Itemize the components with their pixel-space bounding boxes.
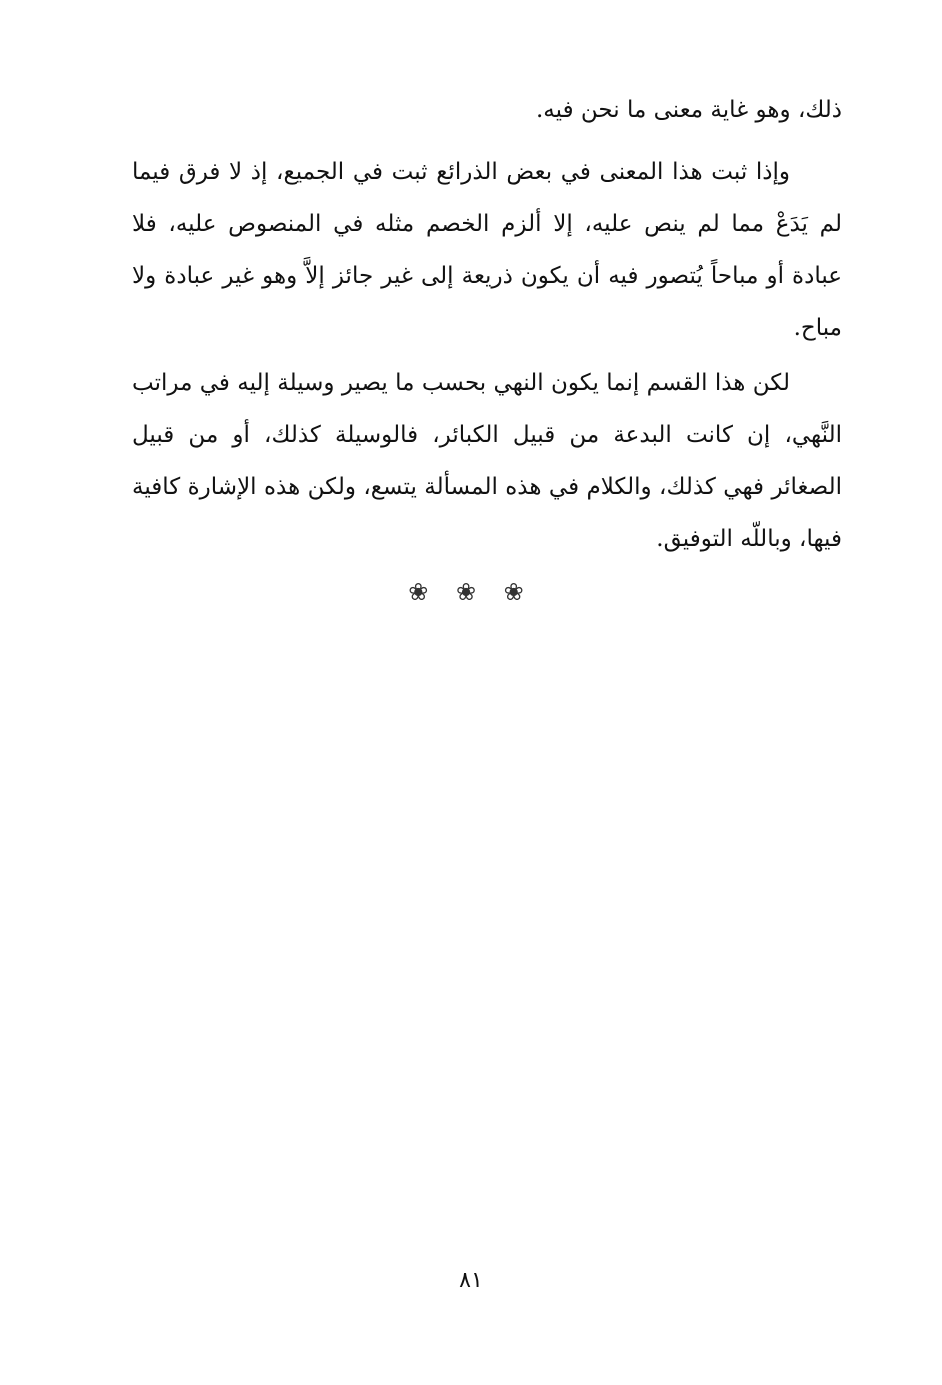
- paragraph-text: لكن هذا القسم إنما يكون النهي بحسب ما يصير وسيلة إليه في مراتب النَّهي، إن كانت البدعة من قبيل الكبائر، فالوسيلة كذلك، أو من قبيل الصغائر فهي كذلك، والكلام في هذه المسألة يتسع، ولكن هذه الإشارة كافية فيها، وباللّه التوفيق.: [132, 370, 842, 552]
- paragraph-3: [132, 357, 842, 565]
- paragraph-1: [132, 84, 842, 136]
- paragraph-2: [132, 146, 842, 354]
- flower-ornament-icon: ❀ ❀ ❀: [408, 578, 534, 606]
- section-end-ornaments: [0, 578, 942, 606]
- paragraph-text: وإذا ثبت هذا المعنى في بعض الذرائع ثبت في الجميع، إذ لا فرق فيما لم يَدَعْ مما لم ينص عليه، إلا ألزم الخصم مثله في المنصوص عليه، فلا عبادة أو مباحاً يُتصور فيه أن يكون ذريعة إلى غير جائز إلاَّ وهو غير عبادة ولا مباح.: [132, 159, 842, 341]
- paragraph-text: ذلك، وهو غاية معنى ما نحن فيه.: [536, 97, 842, 123]
- page-number: ٨١: [459, 1268, 483, 1293]
